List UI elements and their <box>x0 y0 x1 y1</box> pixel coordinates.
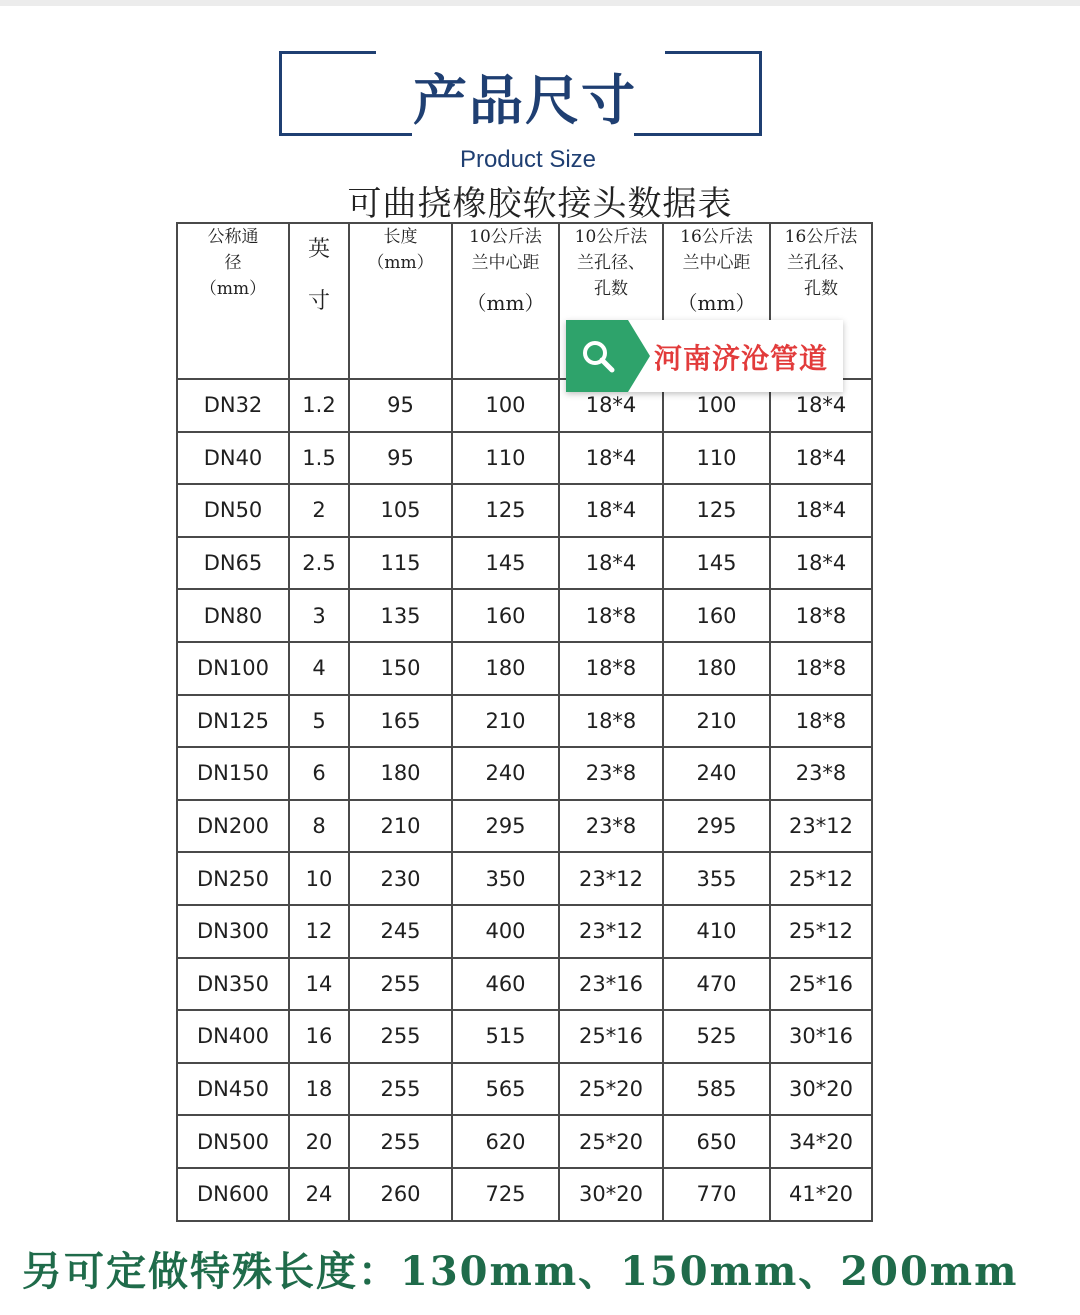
table-cell: 100 <box>663 379 770 432</box>
table-cell: 135 <box>349 589 452 642</box>
table-cell: 34*20 <box>770 1115 872 1168</box>
table-row <box>177 642 872 695</box>
table-cell: 210 <box>663 695 770 748</box>
table-cell: 23*12 <box>770 800 872 853</box>
table-cell: 100 <box>452 379 559 432</box>
column-header-line: （mm） <box>199 279 267 299</box>
table-cell: 18*8 <box>770 695 872 748</box>
table-cell: 525 <box>663 1010 770 1063</box>
table-cell: 145 <box>452 537 559 590</box>
table-cell: 1.2 <box>289 379 349 432</box>
column-header-line: 10公斤法 <box>574 227 648 247</box>
custom-length-note: 另可定做特殊长度：130mm、150mm、200mm <box>22 1248 1019 1295</box>
table-cell: 210 <box>452 695 559 748</box>
table-cell: 30*16 <box>770 1010 872 1063</box>
table-cell: DN600 <box>177 1168 289 1221</box>
column-header-line: 兰中心距 <box>682 253 751 273</box>
table-cell: 14 <box>289 958 349 1011</box>
table-cell: 2 <box>289 484 349 537</box>
table-cell: 245 <box>349 905 452 958</box>
column-header-line: 孔数 <box>594 279 628 299</box>
table-cell: 585 <box>663 1063 770 1116</box>
column-header-line: 长度 <box>383 227 418 247</box>
table-cell: 240 <box>663 747 770 800</box>
table-cell: 25*20 <box>559 1063 663 1116</box>
table-cell: 255 <box>349 1010 452 1063</box>
table-cell: 260 <box>349 1168 452 1221</box>
table-caption: 可曲挠橡胶软接头数据表 <box>347 184 733 224</box>
column-header-unit: （mm） <box>677 291 756 315</box>
table-cell: DN450 <box>177 1063 289 1116</box>
table-cell: 23*12 <box>559 905 663 958</box>
table-cell: 25*16 <box>559 1010 663 1063</box>
table-cell: 6 <box>289 747 349 800</box>
table-cell: 3 <box>289 589 349 642</box>
table-cell: 145 <box>663 537 770 590</box>
table-cell: DN300 <box>177 905 289 958</box>
table-row <box>177 537 872 590</box>
table-cell: 18*4 <box>770 537 872 590</box>
table-cell: 515 <box>452 1010 559 1063</box>
table-cell: 18*4 <box>770 379 872 432</box>
column-header <box>349 223 452 379</box>
table-cell: 8 <box>289 800 349 853</box>
column-header-unit: （mm） <box>466 291 545 315</box>
table-cell: 24 <box>289 1168 349 1221</box>
column-header-line: 16公斤法 <box>784 227 858 247</box>
table-cell: 18*8 <box>770 642 872 695</box>
table-cell: 25*12 <box>770 852 872 905</box>
table-row <box>177 852 872 905</box>
table-cell: 18*8 <box>559 695 663 748</box>
table-cell: 350 <box>452 852 559 905</box>
column-header-line: 兰孔径、 <box>577 253 645 273</box>
top-strip <box>0 0 1080 6</box>
table-cell: 4 <box>289 642 349 695</box>
title-frame-left <box>279 51 376 136</box>
table-cell: 725 <box>452 1168 559 1221</box>
table-cell: DN125 <box>177 695 289 748</box>
table-cell: 41*20 <box>770 1168 872 1221</box>
table-cell: 18*8 <box>770 589 872 642</box>
watermark-arrow <box>628 320 650 392</box>
table-row <box>177 484 872 537</box>
table-cell: 18*4 <box>559 379 663 432</box>
table-cell: 255 <box>349 1063 452 1116</box>
table-cell: DN50 <box>177 484 289 537</box>
table-cell: DN200 <box>177 800 289 853</box>
column-header <box>177 223 289 379</box>
table-cell: DN150 <box>177 747 289 800</box>
table-cell: 16 <box>289 1010 349 1063</box>
column-header-line: 孔数 <box>804 279 838 299</box>
table-cell: DN32 <box>177 379 289 432</box>
column-header-line: 寸 <box>307 289 330 314</box>
table-cell: 650 <box>663 1115 770 1168</box>
column-header <box>289 223 349 379</box>
table-row <box>177 1010 872 1063</box>
table-cell: 1.5 <box>289 432 349 485</box>
column-header-line: 径 <box>224 253 242 273</box>
page-title-english: Product Size <box>459 146 597 173</box>
table-cell: 240 <box>452 747 559 800</box>
table-cell: 18*4 <box>559 432 663 485</box>
table-cell: 355 <box>663 852 770 905</box>
table-cell: 180 <box>349 747 452 800</box>
table-cell: 295 <box>452 800 559 853</box>
table-cell: 25*16 <box>770 958 872 1011</box>
column-header-line: 公称通 <box>207 227 259 247</box>
table-cell: 115 <box>349 537 452 590</box>
table-cell: 180 <box>663 642 770 695</box>
table-cell: 230 <box>349 852 452 905</box>
table-cell: 18*4 <box>770 432 872 485</box>
table-row <box>177 905 872 958</box>
table-row <box>177 747 872 800</box>
table-cell: 565 <box>452 1063 559 1116</box>
table-cell: 2.5 <box>289 537 349 590</box>
column-header-line: （mm） <box>367 253 434 273</box>
table-cell: 255 <box>349 958 452 1011</box>
table-row <box>177 589 872 642</box>
table-cell: 18*8 <box>559 589 663 642</box>
table-cell: 295 <box>663 800 770 853</box>
table-cell: 410 <box>663 905 770 958</box>
table-cell: 12 <box>289 905 349 958</box>
column-header-line: 16公斤法 <box>680 227 753 247</box>
table-cell: 210 <box>349 800 452 853</box>
title-frame-right <box>665 51 762 136</box>
table-cell: DN250 <box>177 852 289 905</box>
table-cell: 23*12 <box>559 852 663 905</box>
search-watermark[interactable] <box>566 320 843 392</box>
table-row <box>177 800 872 853</box>
table-cell: DN80 <box>177 589 289 642</box>
table-cell: 10 <box>289 852 349 905</box>
table-cell: 400 <box>452 905 559 958</box>
column-header-line: 英 <box>307 237 330 262</box>
table-row <box>177 432 872 485</box>
table-row <box>177 1115 872 1168</box>
table-row <box>177 695 872 748</box>
table-cell: 110 <box>452 432 559 485</box>
table-cell: 30*20 <box>559 1168 663 1221</box>
table-row <box>177 958 872 1011</box>
table-cell: 125 <box>663 484 770 537</box>
watermark-text: 河南济沧管道 <box>654 342 829 375</box>
page-title: 产品尺寸 <box>413 69 637 132</box>
column-header-line: 10公斤法 <box>469 227 542 247</box>
table-cell: 23*8 <box>770 747 872 800</box>
table-cell: 18*4 <box>770 484 872 537</box>
table-cell: 160 <box>663 589 770 642</box>
table-cell: 150 <box>349 642 452 695</box>
column-header-line: 兰孔径、 <box>787 253 855 273</box>
table-cell: 30*20 <box>770 1063 872 1116</box>
column-header <box>452 223 559 379</box>
table-cell: 18*4 <box>559 484 663 537</box>
table-cell: 23*8 <box>559 747 663 800</box>
table-cell: 110 <box>663 432 770 485</box>
table-cell: 165 <box>349 695 452 748</box>
table-cell: DN40 <box>177 432 289 485</box>
table-cell: 460 <box>452 958 559 1011</box>
table-cell: DN500 <box>177 1115 289 1168</box>
table-cell: DN400 <box>177 1010 289 1063</box>
table-cell: 25*12 <box>770 905 872 958</box>
table-cell: 20 <box>289 1115 349 1168</box>
table-cell: 470 <box>663 958 770 1011</box>
table-cell: 18 <box>289 1063 349 1116</box>
table-body <box>177 379 872 1221</box>
table-cell: 95 <box>349 379 452 432</box>
table-cell: 770 <box>663 1168 770 1221</box>
table-cell: 255 <box>349 1115 452 1168</box>
table-cell: DN350 <box>177 958 289 1011</box>
table-cell: 105 <box>349 484 452 537</box>
table-row <box>177 1168 872 1221</box>
column-header-line: 兰中心距 <box>471 253 540 273</box>
table-cell: 180 <box>452 642 559 695</box>
table-cell: DN65 <box>177 537 289 590</box>
table-cell: 95 <box>349 432 452 485</box>
table-cell: DN100 <box>177 642 289 695</box>
table-cell: 125 <box>452 484 559 537</box>
table-cell: 18*8 <box>559 642 663 695</box>
table-cell: 18*4 <box>559 537 663 590</box>
table-cell: 620 <box>452 1115 559 1168</box>
table-cell: 23*16 <box>559 958 663 1011</box>
table-cell: 5 <box>289 695 349 748</box>
table-cell: 160 <box>452 589 559 642</box>
table-row <box>177 1063 872 1116</box>
table-cell: 23*8 <box>559 800 663 853</box>
search-icon <box>580 338 616 374</box>
table-cell: 25*20 <box>559 1115 663 1168</box>
